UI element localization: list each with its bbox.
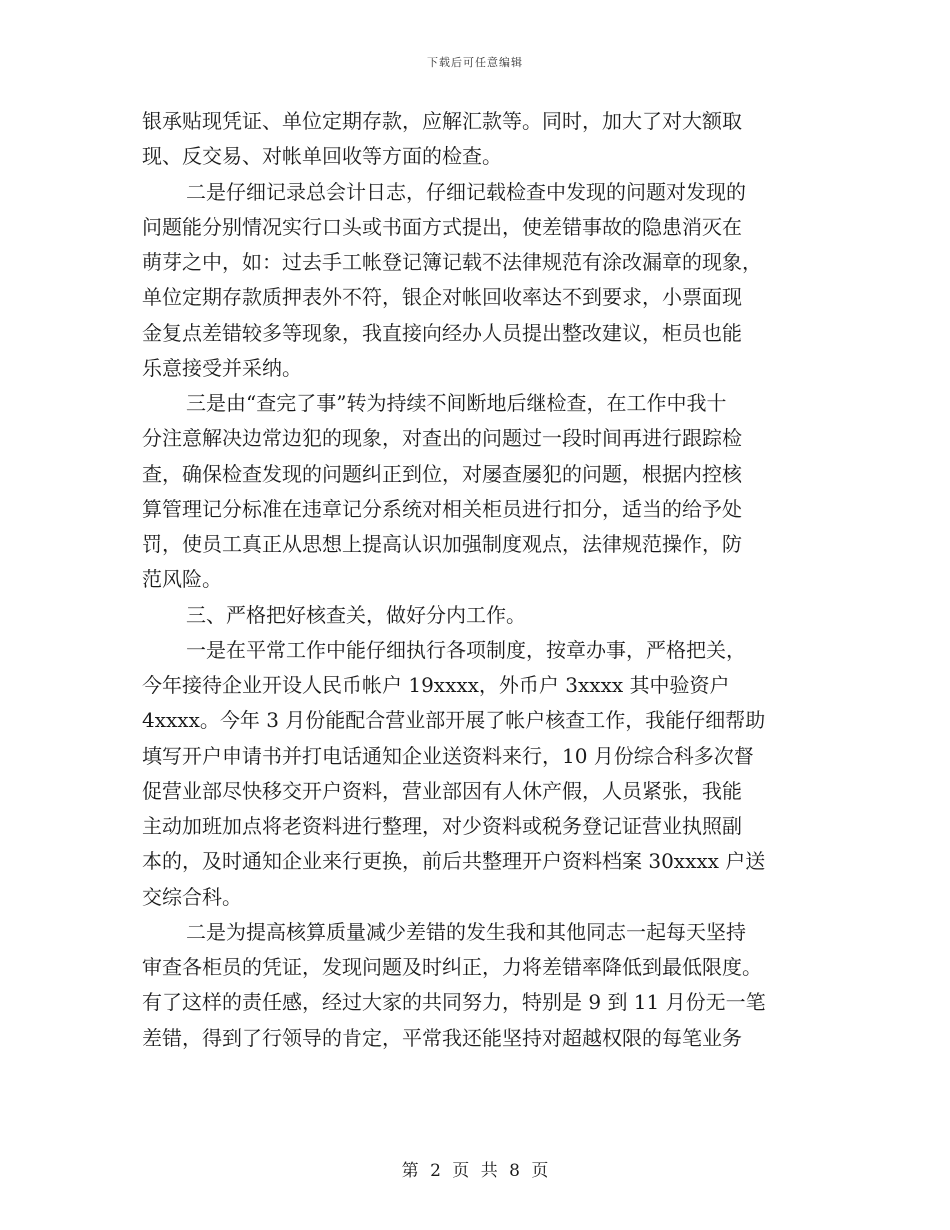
text-line: 问题能分别情况实行口头或书面方式提出，使差错事故的隐患消灭在: [142, 214, 742, 239]
text-line: 有了这样的责任感，经过大家的共同努力，特别是 9 到 11 月份无一笔: [142, 990, 766, 1015]
paragraph-start-line: 三是由“查完了事”转为持续不间断地后继检查，在工作中我十: [186, 391, 727, 415]
text-line: 罚，使员工真正从思想上提高认识加强制度观点，法律规范操作，防: [142, 532, 742, 556]
paragraph-start-line: 二是为提高核算质量减少差错的发生我和其他同志一起每天坚持: [186, 919, 746, 944]
text-line: 金复点差错较多等现象，我直接向经办人员提出整改建议，柜员也能: [142, 320, 742, 345]
text-line: 主动加班加点将老资料进行整理，对少资料或税务登记证营业执照副: [142, 814, 742, 838]
text-line: 差错，得到了行领导的肯定，平常我还能坚持对超越权限的每笔业务: [142, 1025, 742, 1050]
text-line: 单位定期存款质押表外不符，银企对帐回收率达不到要求，小票面现: [142, 285, 742, 310]
text-line: 交综合科。: [142, 884, 242, 909]
text-line: 银承贴现凭证、单位定期存款，应解汇款等。同时，加大了对大额取: [142, 109, 742, 133]
text-line: 范风险。: [142, 567, 222, 592]
page-header: 下载后可任意编辑: [427, 56, 523, 69]
section-heading-line: 三、严格把好核查关，做好分内工作。: [186, 602, 526, 627]
text-line: 萌芽之中，如：过去手工帐登记簿记载不法律规范有涂改漏章的现象，: [142, 250, 762, 274]
paragraph-start-line: 一是在平常工作中能仔细执行各项制度，按章办事，严格把关，: [186, 637, 746, 662]
paragraph-start-line: 二是仔细记录总会计日志，仔细记载检查中发现的问题对发现的: [186, 179, 746, 204]
document-body: [142, 104, 806, 1056]
text-line: 算管理记分标准在违章记分系统对相关柜员进行扣分，适当的给予处: [142, 496, 742, 521]
text-line: 促营业部尽快移交开户资料，营业部因有人休产假，人员紧张，我能: [142, 778, 742, 803]
text-line: 填写开户申请书并打电话通知企业送资料来行，10 月份综合科多次督: [142, 743, 754, 768]
text-line: 4xxxx。今年 3 月份能配合营业部开展了帐户核查工作，我能仔细帮助: [142, 708, 766, 733]
text-line: 审查各柜员的凭证，发现问题及时纠正，力将差错率降低到最低限度。: [142, 955, 762, 979]
text-line: 查，确保检查发现的问题纠正到位，对屡查屡犯的问题，根据内控核: [142, 461, 742, 486]
page-number-footer: 第 2 页 共 8 页: [401, 1161, 549, 1181]
text-line: 分注意解决边常边犯的现象，对查出的问题过一段时间再进行跟踪检: [142, 426, 742, 451]
text-line: 乐意接受并采纳。: [142, 355, 302, 380]
text-line: 现、反交易、对帐单回收等方面的检查。: [142, 144, 502, 169]
text-line: 今年接待企业开设人民币帐户 19xxxx，外币户 3xxxx 其中验资户: [142, 673, 730, 697]
text-line: 本的，及时通知企业来行更换，前后共整理开户资料档案 30xxxx 户送: [142, 849, 766, 874]
